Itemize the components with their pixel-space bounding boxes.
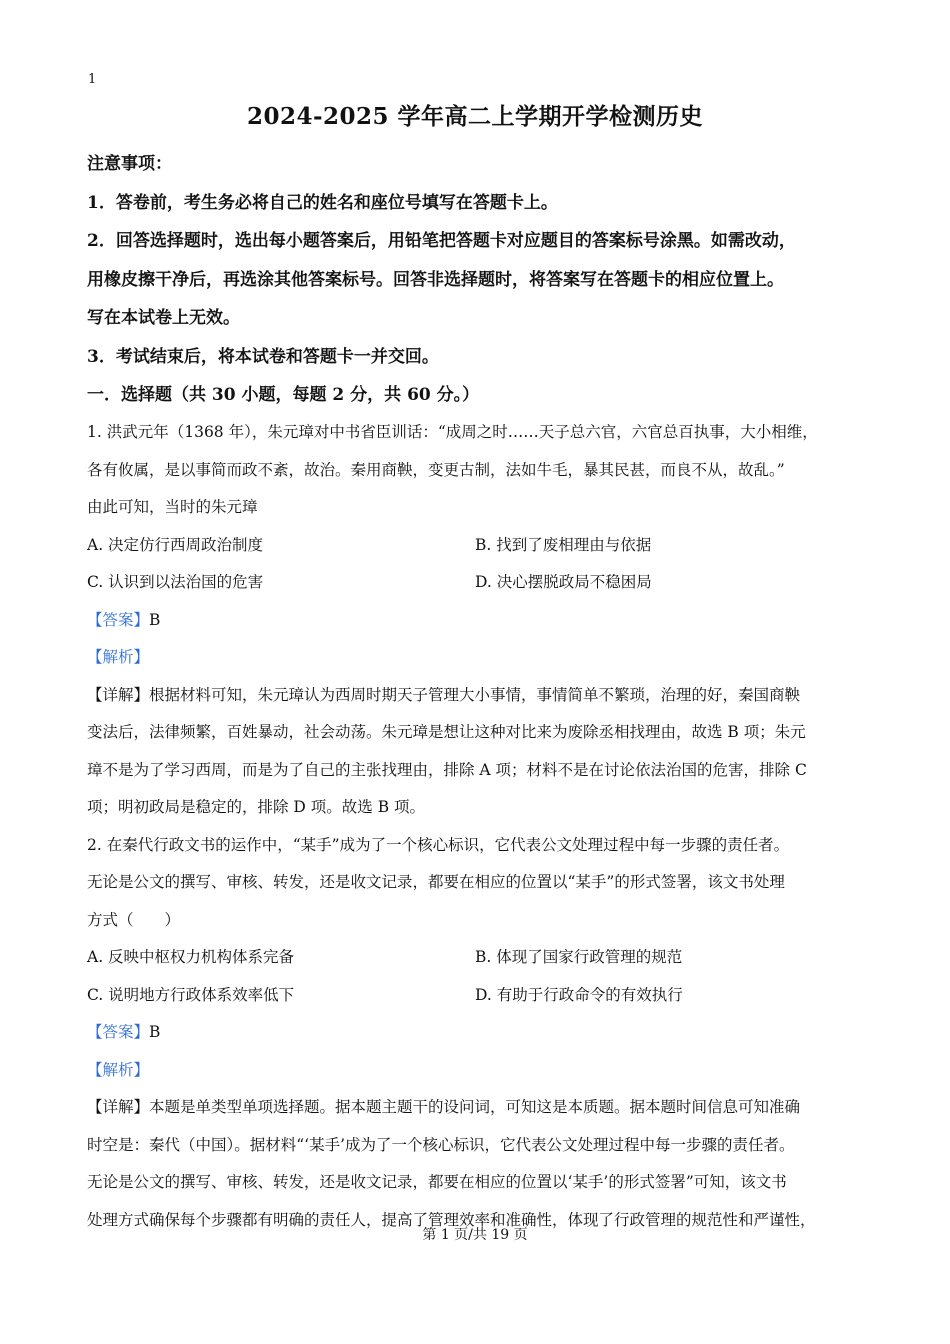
answer-label: 【答案】: [87, 1023, 150, 1041]
detail-line: 变法后，法律频繁，百姓暴动，社会动荡。朱元璋是想让这种对比来为废除丞相找理由，故选 B 项；朱元: [87, 723, 806, 741]
answer-line: [87, 602, 865, 640]
detail-label: 【详解】: [87, 685, 150, 704]
analysis-line: [87, 639, 865, 677]
detail-line: 璋不是为了学习西周，而是为了自己的主张找理由，排除 A 项；材料不是在讨论依法治国的危害，排除 C: [87, 760, 807, 779]
detail-text: 根据材料可知，朱元璋认为西周时期天子管理大小事情，事情简单不繁琐，治理的好，秦国商鞅: [149, 685, 801, 704]
analysis-label: 【解析】: [87, 648, 150, 666]
question-stem-line: 由此可知，当时的朱元璋: [87, 498, 258, 516]
page-marker: 1: [88, 72, 97, 87]
answer-value: B: [149, 610, 161, 629]
answer-label: 【答案】: [87, 610, 150, 629]
question-1: [87, 414, 865, 827]
option-c: C. 认识到以法治国的危害: [87, 573, 264, 591]
question-stem-line: 1. 洪武元年（1368 年），朱元璋对中书省臣训话：“成周之时……天子总六官，六官总百执事，大小相维，: [87, 423, 818, 441]
detail-line: [87, 677, 865, 715]
answer-line: [87, 1014, 865, 1052]
detail-text: 本题是单类型单项选择题。据本题主题干的设问词，可知这是本质题。据本题时间信息可知准确: [149, 1098, 801, 1116]
option-d: D. 有助于行政命令的有效执行: [475, 985, 683, 1004]
page-footer: 第 1 页/共 19 页: [422, 1227, 528, 1243]
option-a: A. 反映中枢权力机构体系完备: [87, 948, 295, 966]
option-d: D. 决心摆脱政局不稳困局: [475, 573, 652, 591]
question-stem-line: 各有攸属，是以事简而政不紊，故治。秦用商鞅，变更古制，法如牛毛，暴其民甚，而良不从，故乱。”: [87, 460, 785, 479]
detail-line: 项；明初政局是稳定的，排除 D 项。故选 B 项。: [87, 798, 426, 816]
notice-line: 用橡皮擦干净后，再选涂其他答案标号。回答非选择题时，将答案写在答题卡的相应位置上。: [87, 269, 784, 290]
notice-line: 写在本试卷上无效。: [87, 308, 240, 328]
notice-heading: 注意事项：: [87, 154, 172, 174]
detail-line: 时空是：秦代（中国）。据材料“‘某手’成为了一个核心标识，它代表公文处理过程中每一步骤的责任者。: [87, 1135, 795, 1154]
option-c: C. 说明地方行政体系效率低下: [87, 985, 295, 1004]
document-body: [87, 145, 865, 1239]
question-stem-line: 方式（ ）: [87, 910, 181, 929]
notice-line: 3．考试结束后，将本试卷和答题卡一并交回。: [87, 346, 439, 367]
option-b: B. 找到了废相理由与依据: [475, 535, 652, 554]
question-2: [87, 827, 865, 1240]
option-a: A. 决定仿行西周政治制度: [87, 535, 264, 554]
options-row: [87, 977, 865, 1015]
detail-line: 处理方式确保每个步骤都有明确的责任人，提高了管理效率和准确性，体现了行政管理的规范性和严谨性，: [87, 1210, 816, 1229]
notice-section: [87, 145, 865, 376]
detail-line: [87, 1089, 865, 1127]
analysis-label: 【解析】: [87, 1060, 150, 1079]
question-stem-line: 无论是公文的撰写、审核、转发，还是收文记录，都要在相应的位置以“某手”的形式签署，该文书处理: [87, 873, 785, 891]
page-title: 2024-2025 学年高二上学期开学检测历史: [246, 103, 704, 130]
detail-line: 无论是公文的撰写、审核、转发，还是收文记录，都要在相应的位置以‘某手’的形式签署”可知，该文书: [87, 1173, 787, 1191]
options-row: [87, 564, 865, 602]
answer-value: B: [149, 1023, 161, 1041]
question-stem-line: 2. 在秦代行政文书的运作中，“某手”成为了一个核心标识，它代表公文处理过程中每一步骤的责任者。: [87, 835, 790, 854]
detail-label: 【详解】: [87, 1098, 150, 1116]
options-row: [87, 939, 865, 977]
notice-line: 2．回答选择题时，选出每小题答案后，用铅笔把答题卡对应题目的答案标号涂黑。如需改动，: [87, 231, 796, 251]
analysis-line: [87, 1052, 865, 1090]
notice-line: 1．答卷前，考生务必将自己的姓名和座位号填写在答题卡上。: [87, 192, 558, 213]
option-b: B. 体现了国家行政管理的规范: [475, 948, 683, 966]
options-row: [87, 527, 865, 565]
section-title: 一．选择题（共 30 小题，每题 2 分，共 60 分。）: [87, 385, 480, 405]
